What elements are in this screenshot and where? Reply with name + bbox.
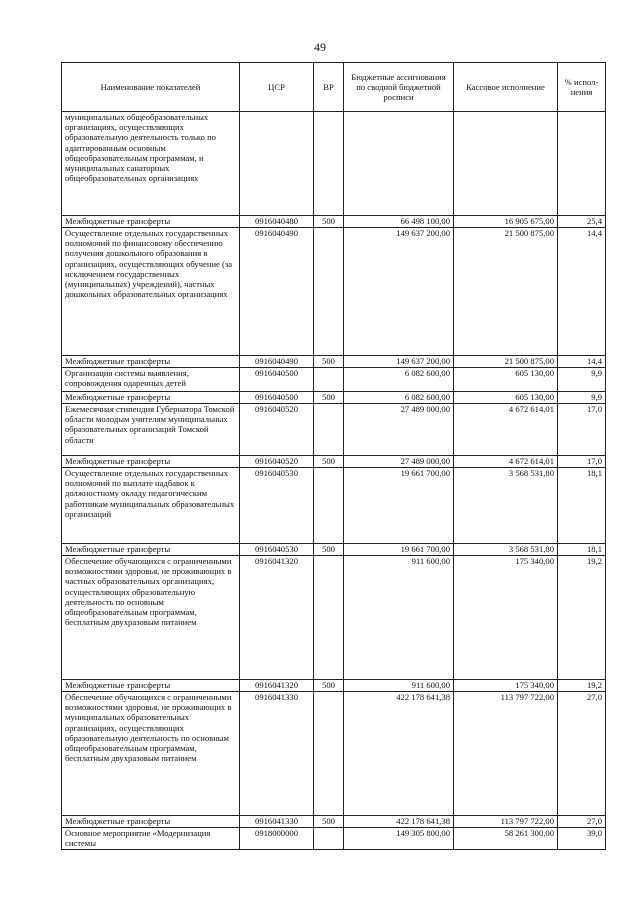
table-row — [62, 356, 606, 368]
row-csr-code: 0916040520 — [240, 456, 314, 468]
row-vr-code — [314, 556, 344, 680]
row-percent: 27,0 — [558, 816, 606, 828]
row-csr-code: 0918000000 — [240, 828, 314, 850]
row-name: Межбюджетные трансферты — [62, 216, 240, 228]
row-execution: 175 340,00 — [454, 556, 558, 680]
table-row — [62, 404, 606, 456]
row-name: муниципальных общеобразовательных организациях, осуществляющих образовательную деятельность только по адаптированным основным общеобразовательным программам, и муниципальных санаторных общеобразовательных организациях — [62, 112, 240, 216]
row-percent: 9,9 — [558, 368, 606, 392]
row-name: Ежемесячная стипендия Губернатора Томской области молодым учителям муниципальных образовательных организаций Томской области — [62, 404, 240, 456]
row-execution: 113 797 722,00 — [454, 816, 558, 828]
row-vr-code: 500 — [314, 356, 344, 368]
row-execution: 21 500 875,00 — [454, 228, 558, 356]
row-vr-code — [314, 228, 344, 356]
header-percent: % испол-нения — [558, 63, 606, 112]
table-row — [62, 216, 606, 228]
row-csr-code: 0916041330 — [240, 816, 314, 828]
row-name: Основное мероприятие «Модернизация системы — [62, 828, 240, 850]
row-vr-code: 500 — [314, 680, 344, 692]
row-percent: 19,2 — [558, 680, 606, 692]
row-assignment: 911 600,00 — [344, 680, 454, 692]
row-name: Межбюджетные трансферты — [62, 680, 240, 692]
table-row — [62, 392, 606, 404]
row-assignment: 422 178 641,38 — [344, 692, 454, 816]
row-csr-code: 0916041320 — [240, 556, 314, 680]
row-csr-code: 0916040520 — [240, 404, 314, 456]
row-execution: 21 500 875,00 — [454, 356, 558, 368]
row-vr-code: 500 — [314, 392, 344, 404]
row-execution: 16 905 675,00 — [454, 216, 558, 228]
table-row — [62, 556, 606, 680]
row-percent: 39,0 — [558, 828, 606, 850]
row-vr-code — [314, 828, 344, 850]
row-percent: 18,1 — [558, 468, 606, 544]
row-execution: 4 672 614,01 — [454, 404, 558, 456]
row-csr-code: 0916040490 — [240, 356, 314, 368]
row-csr-code — [240, 112, 314, 216]
row-csr-code: 0916040490 — [240, 228, 314, 356]
row-assignment: 19 661 700,00 — [344, 468, 454, 544]
header-csr: ЦСР — [240, 63, 314, 112]
row-name: Осуществление отдельных государственных полномочий по финансовому обеспечению получения дошкольного образования в организациях, осуществляющих обучение (за исключением государственных (муниципальных) учреждений), частных дошкольных образовательных организациях — [62, 228, 240, 356]
row-assignment: 422 178 641,38 — [344, 816, 454, 828]
table-row — [62, 228, 606, 356]
row-execution: 605 130,00 — [454, 392, 558, 404]
row-assignment: 6 082 600,00 — [344, 368, 454, 392]
row-name: Межбюджетные трансферты — [62, 816, 240, 828]
row-execution: 175 340,00 — [454, 680, 558, 692]
row-vr-code — [314, 404, 344, 456]
row-vr-code — [314, 368, 344, 392]
row-vr-code: 500 — [314, 216, 344, 228]
row-assignment: 6 082 600,00 — [344, 392, 454, 404]
row-csr-code: 0916040500 — [240, 368, 314, 392]
table-row — [62, 468, 606, 544]
row-name: Межбюджетные трансферты — [62, 392, 240, 404]
row-percent: 9,9 — [558, 392, 606, 404]
row-vr-code — [314, 112, 344, 216]
table-row — [62, 368, 606, 392]
row-percent: 14,4 — [558, 356, 606, 368]
row-percent: 27,0 — [558, 692, 606, 816]
table-header — [62, 63, 606, 112]
row-percent: 17,0 — [558, 404, 606, 456]
row-vr-code: 500 — [314, 456, 344, 468]
row-percent: 17,0 — [558, 456, 606, 468]
row-assignment: 27 489 000,00 — [344, 404, 454, 456]
row-execution — [454, 112, 558, 216]
row-name: Межбюджетные трансферты — [62, 544, 240, 556]
table-row — [62, 456, 606, 468]
row-name: Обеспечение обучающихся с ограниченными возможностями здоровья, не проживающих в частных образовательных организациях, осуществляющих образовательную деятельность по основным общеобразовательным программам, бесплатным двухразовым питанием — [62, 556, 240, 680]
table-row — [62, 692, 606, 816]
row-name: Осуществление отдельных государственных полномочий по выплате надбавок к должностному окладу педагогическим работникам муниципальных образовательных организаций — [62, 468, 240, 544]
row-vr-code: 500 — [314, 544, 344, 556]
row-execution: 3 568 531,80 — [454, 468, 558, 544]
header-vr: ВР — [314, 63, 344, 112]
row-assignment: 149 637 200,00 — [344, 228, 454, 356]
row-assignment: 911 600,00 — [344, 556, 454, 680]
row-name: Организация системы выявления, сопровождения одаренных детей — [62, 368, 240, 392]
row-vr-code — [314, 692, 344, 816]
row-name: Межбюджетные трансферты — [62, 456, 240, 468]
row-execution: 605 130,00 — [454, 368, 558, 392]
row-vr-code — [314, 468, 344, 544]
row-execution: 4 672 614,01 — [454, 456, 558, 468]
row-name: Обеспечение обучающихся с ограниченными возможностями здоровья, не проживающих в муниципальных образовательных организациях, осуществляющих образовательную деятельность по основным общеобразовательным программам, бесплатным двухразовым питанием — [62, 692, 240, 816]
table-row — [62, 816, 606, 828]
row-assignment: 27 489 000,00 — [344, 456, 454, 468]
row-csr-code: 0916040480 — [240, 216, 314, 228]
row-execution: 113 797 722,00 — [454, 692, 558, 816]
table-row — [62, 680, 606, 692]
row-csr-code: 0916041320 — [240, 680, 314, 692]
row-csr-code: 0916040530 — [240, 468, 314, 544]
page-number: 49 — [314, 40, 326, 54]
row-csr-code: 0916041330 — [240, 692, 314, 816]
row-execution: 3 568 531,80 — [454, 544, 558, 556]
row-percent: 25,4 — [558, 216, 606, 228]
row-assignment: 149 637 200,00 — [344, 356, 454, 368]
budget-table — [61, 62, 606, 850]
row-assignment: 66 498 100,00 — [344, 216, 454, 228]
row-assignment — [344, 112, 454, 216]
row-assignment: 149 305 800,00 — [344, 828, 454, 850]
row-name: Межбюджетные трансферты — [62, 356, 240, 368]
header-name: Наименование показателей — [62, 63, 240, 112]
row-percent: 18,1 — [558, 544, 606, 556]
table-row — [62, 828, 606, 850]
row-percent: 19,2 — [558, 556, 606, 680]
table-row — [62, 544, 606, 556]
header-execution: Кассовое исполнение — [454, 63, 558, 112]
row-execution: 58 261 300,00 — [454, 828, 558, 850]
row-percent — [558, 112, 606, 216]
row-csr-code: 0916040530 — [240, 544, 314, 556]
row-percent: 14,4 — [558, 228, 606, 356]
table-row — [62, 112, 606, 216]
row-assignment: 19 661 700,00 — [344, 544, 454, 556]
header-assignments: Бюджетные ассигнования по сводной бюджетной росписи — [344, 63, 454, 112]
row-vr-code: 500 — [314, 816, 344, 828]
row-csr-code: 0916040500 — [240, 392, 314, 404]
